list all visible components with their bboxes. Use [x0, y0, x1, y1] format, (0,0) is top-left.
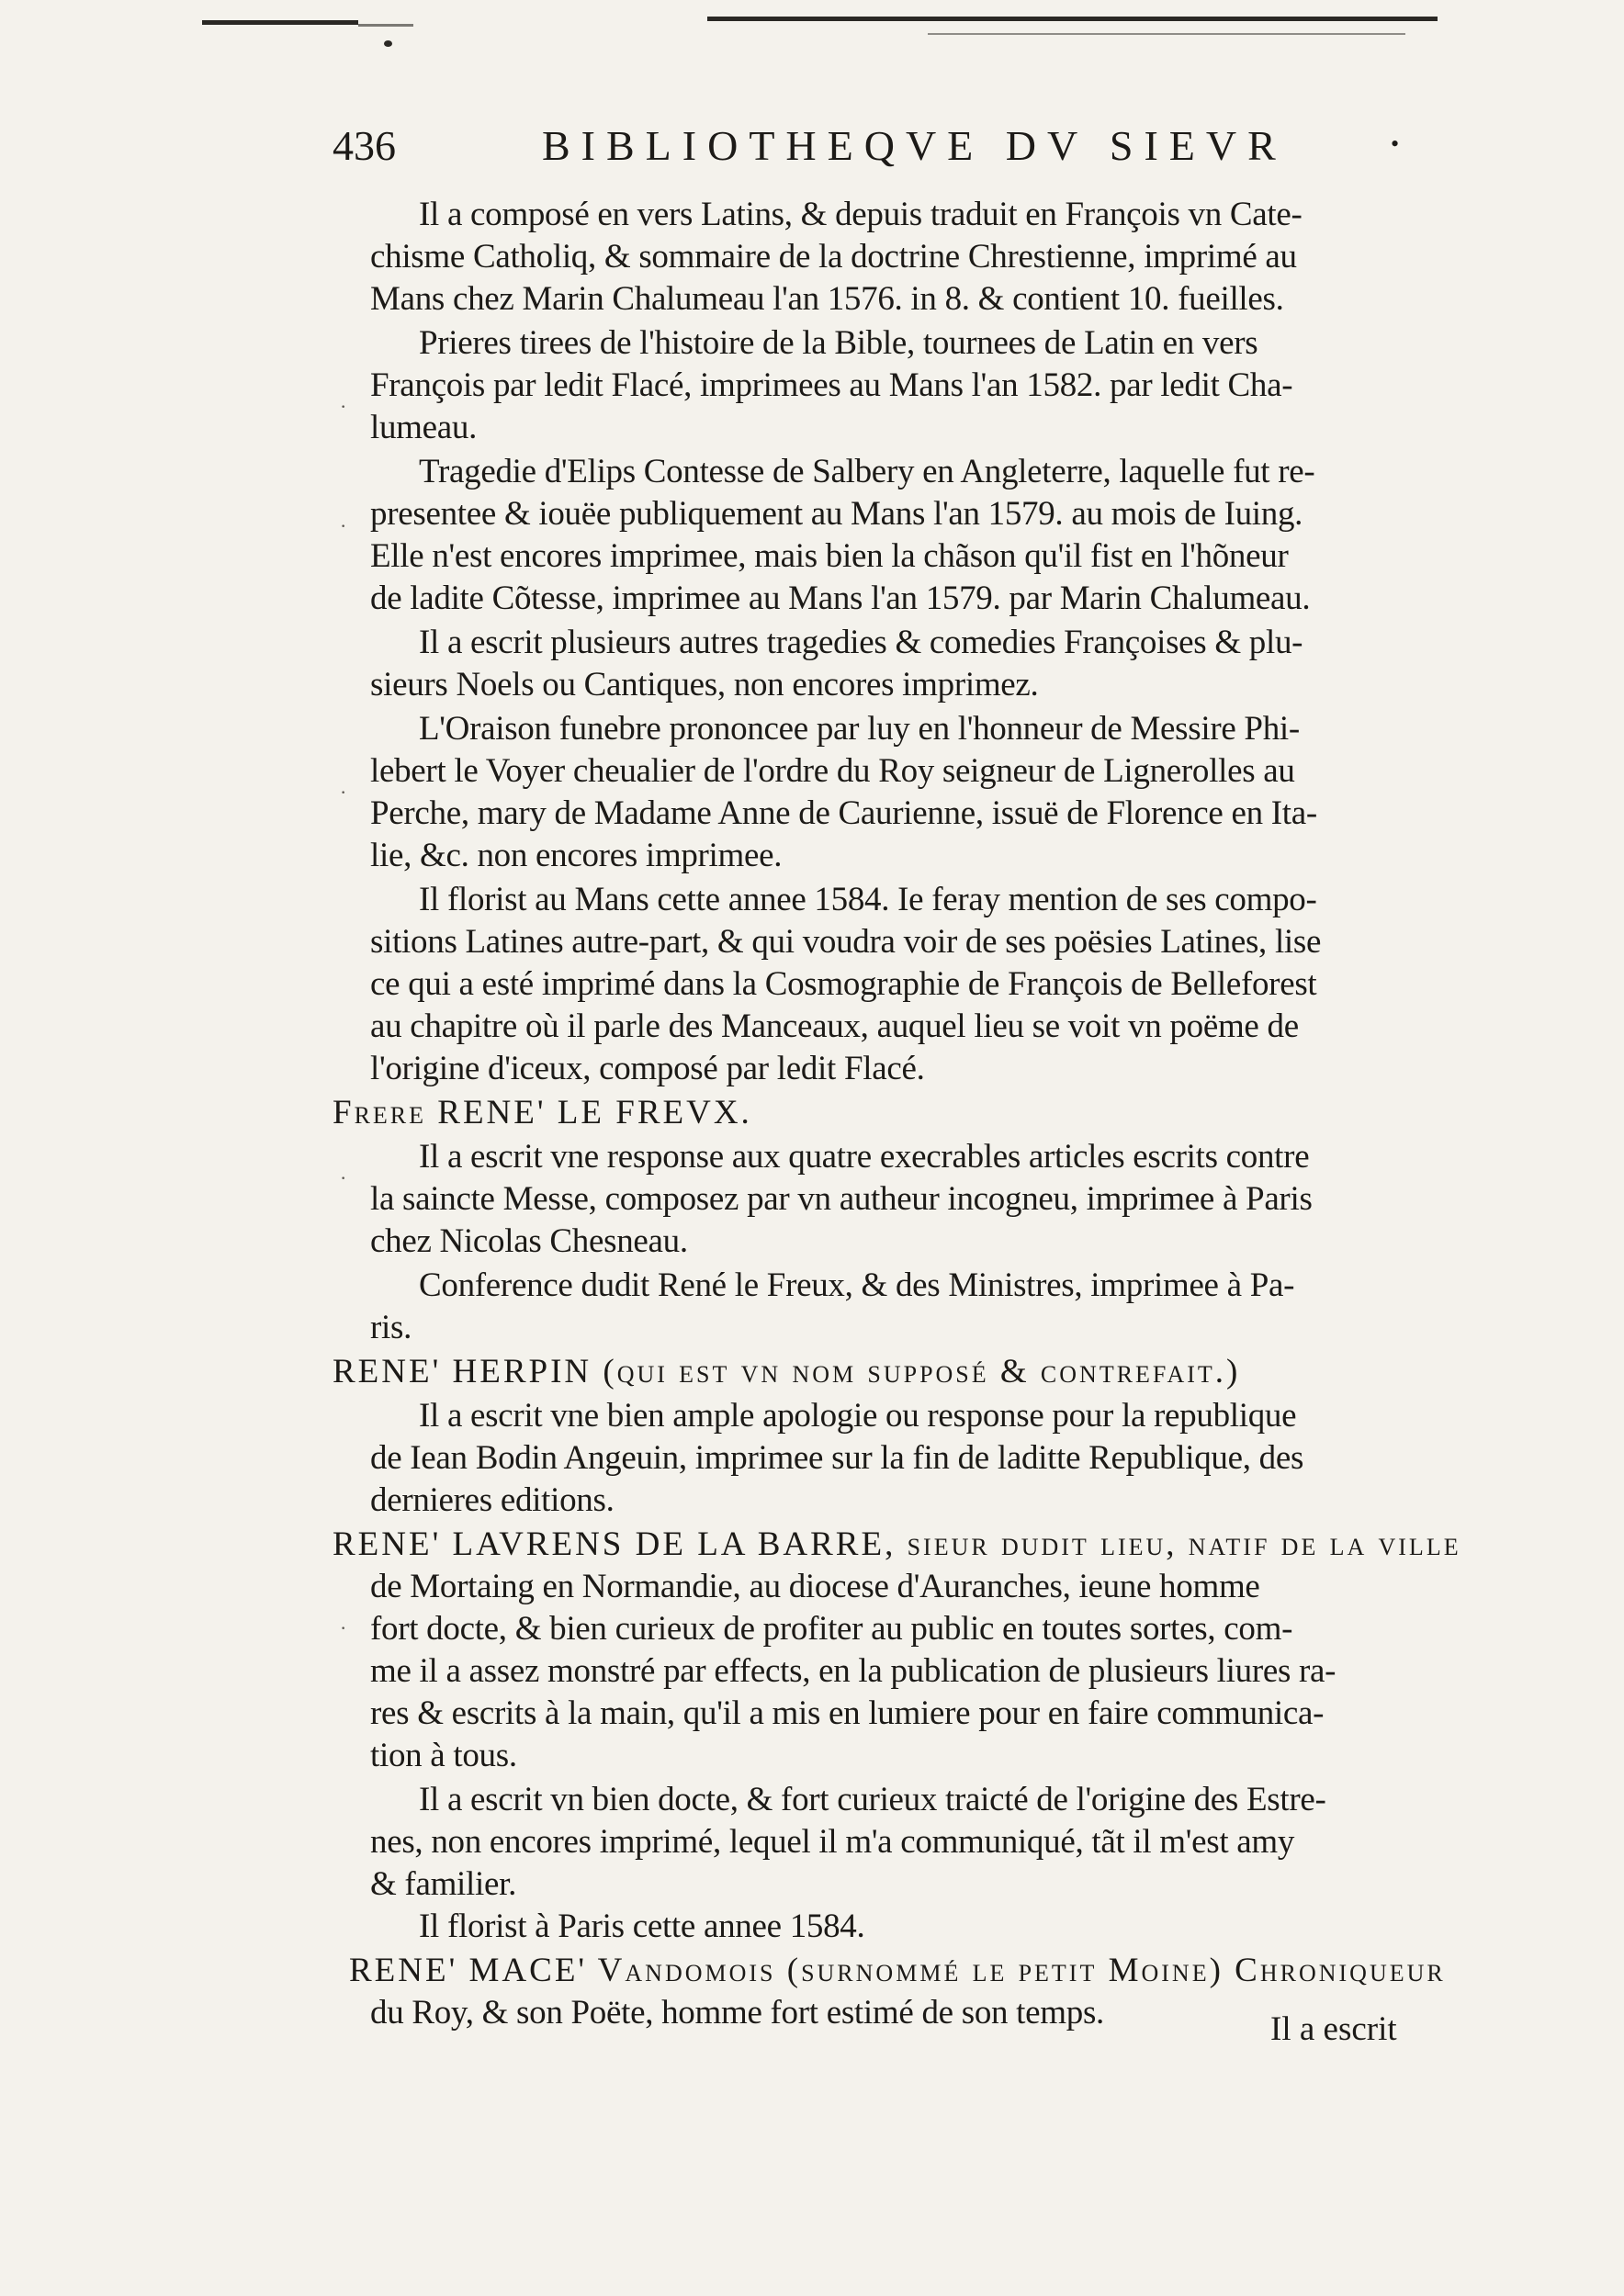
ink-dot [384, 40, 392, 47]
text-line: lumeau. [370, 409, 478, 446]
text-line: chez Nicolas Chesneau. [370, 1222, 688, 1260]
margin-speck: · [340, 1616, 347, 1639]
text-line: res & escrits à la main, qu'il a mis en lumiere pour en faire communica- [370, 1694, 1325, 1732]
text-line: Perche, mary de Madame Anne de Caurienne, issuë de Florence en Ita- [370, 794, 1317, 832]
text-line: Mans chez Marin Chalumeau l'an 1576. in 8. & contient 10. fueilles. [370, 280, 1284, 318]
text-line: lebert le Voyer cheualier de l'ordre du Roy seigneur de Lignerolles au [370, 752, 1295, 790]
top-rule-left-tail [358, 24, 413, 27]
text-line: L'Oraison funebre prononcee par luy en l'honneur de Messire Phi- [419, 710, 1300, 748]
catchword: Il a escrit [1270, 2010, 1397, 2048]
text-line: lie, &c. non encores imprimee. [370, 837, 783, 874]
entry-heading: Frere RENE' LE FREVX. [333, 1094, 752, 1131]
margin-speck: · [340, 395, 347, 418]
text-line: Il a escrit vn bien docte, & fort curieux traicté de l'origine des Estre- [419, 1781, 1326, 1818]
text-line: dernieres editions. [370, 1481, 615, 1519]
entry-heading: RENE' LAVRENS DE LA BARRE, sieur dudit lieu, natif de la ville [333, 1525, 1461, 1563]
text-line: ris. [370, 1309, 412, 1346]
text-line: de Iean Bodin Angeuin, imprimee sur la fin de laditte Republique, des [370, 1439, 1304, 1477]
text-line: Il florist à Paris cette annee 1584. [419, 1908, 865, 1945]
text-line: au chapitre où il parle des Manceaux, auquel lieu se voit vn poëme de [370, 1007, 1299, 1045]
margin-speck: · [340, 514, 347, 537]
top-rule-right-thin [928, 33, 1405, 35]
text-line: François par ledit Flacé, imprimees au Mans l'an 1582. par ledit Cha- [370, 366, 1293, 404]
text-line: Il a composé en vers Latins, & depuis traduit en François vn Cate- [419, 196, 1303, 233]
top-rule-right [707, 17, 1438, 21]
text-line: Il a escrit vne response aux quatre execrables articles escrits contre [419, 1138, 1310, 1176]
text-line: Il florist au Mans cette annee 1584. Ie feray mention de ses compo- [419, 881, 1317, 918]
text-line: sieurs Noels ou Cantiques, non encores imprimez. [370, 666, 1039, 703]
text-line: fort docte, & bien curieux de profiter au public en toutes sortes, com- [370, 1610, 1293, 1648]
text-line: du Roy, & son Poëte, homme fort estimé de son temps. [370, 1994, 1104, 2032]
page-number: 436 [333, 122, 396, 169]
entry-heading: RENE' HERPIN (qui est vn nom supposé & contrefait.) [333, 1353, 1241, 1390]
text-line: l'origine d'iceux, composé par ledit Flacé. [370, 1050, 925, 1087]
header-mark: • [1391, 130, 1400, 157]
text-line: sitions Latines autre-part, & qui voudra voir de ses poësies Latines, lise [370, 923, 1322, 961]
text-line: Conference dudit René le Freux, & des Ministres, imprimee à Pa- [419, 1266, 1295, 1304]
text-line: nes, non encores imprimé, lequel il m'a communiqué, tãt il m'est amy [370, 1823, 1295, 1861]
text-line: Il a escrit plusieurs autres tragedies & comedies Françoises & plu- [419, 624, 1303, 661]
text-line: Tragedie d'Elips Contesse de Salbery en Angleterre, laquelle fut re- [419, 453, 1315, 490]
text-line: de ladite Cõtesse, imprimee au Mans l'an 1579. par Marin Chalumeau. [370, 580, 1311, 617]
text-line: de Mortaing en Normandie, au diocese d'Auranches, ieune homme [370, 1568, 1260, 1605]
text-line: Elle n'est encores imprimee, mais bien la chãson qu'il fist en l'hõneur [370, 537, 1289, 575]
text-line: presentee & iouëe publiquement au Mans l'an 1579. au mois de Iuing. [370, 495, 1303, 533]
text-line: Il a escrit vne bien ample apologie ou response pour la republique [419, 1397, 1297, 1435]
text-line: Prieres tirees de l'histoire de la Bible, tournees de Latin en vers [419, 324, 1258, 362]
top-rule-left [202, 20, 358, 25]
text-line: tion à tous. [370, 1737, 517, 1774]
text-line: chisme Catholiq, & sommaire de la doctrine Chrestienne, imprimé au [370, 238, 1297, 276]
text-line: me il a assez monstré par effects, en la publication de plusieurs liures ra- [370, 1652, 1336, 1690]
text-line: la saincte Messe, composez par vn autheur incogneu, imprimee à Paris [370, 1180, 1313, 1218]
margin-speck: · [340, 1166, 347, 1189]
margin-speck: · [340, 781, 347, 804]
text-line: ce qui a esté imprimé dans la Cosmographie de François de Belleforest [370, 965, 1317, 1003]
entry-heading: RENE' MACE' Vandomois (surnommé le petit Moine) Chroniqueur [349, 1952, 1446, 1989]
text-line: & familier. [370, 1865, 517, 1903]
running-title: BIBLIOTHEQVE DV SIEVR [542, 122, 1287, 169]
page-header [0, 121, 1624, 176]
